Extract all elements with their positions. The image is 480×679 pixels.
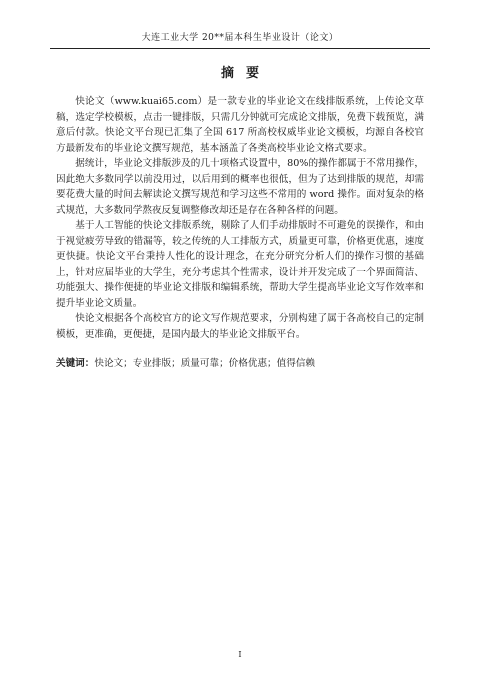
abstract-paragraph-3: 基于人工智能的快论文排版系统，剔除了人们手动排版时不可避免的误操作，和由于视觉疲劳导致的错漏等，较之传统的人工排版方式，质量更可靠，价格更优惠，速度更快捷。快论文平台秉持人性化的设计理念，在充分研究分析人们的操作习惯的基础上，针对应届毕业的大学生，充分考虑其个性需求，设计并开发完成了一个界面简洁、功能强大、操作便捷的毕业论文排版和编辑系统，帮助大学生提高毕业论文写作效率和提升毕业论文质量。: [56, 220, 424, 309]
abstract-paragraph-2: 据统计，毕业论文排版涉及的几十项格式设置中，80%的操作都属于不常用操作，因此绝大多数同学以前没用过，以后用到的概率也很低，但为了达到排版的规范，却需要花费大量的时间去解读论文撰写规范和学习这些不常用的 word 操作。面对复杂的格式规范，大多数同学熬夜反复调整修改却还是存在各种各样的问题。: [56, 158, 424, 216]
abstract-title: 摘要: [220, 66, 271, 81]
keywords-label: 关键词：: [56, 358, 95, 369]
page-number: I: [238, 650, 242, 659]
keywords-line: [56, 356, 424, 372]
abstract-paragraph-1: 快论文（www.kuai65.com）是一款专业的毕业论文在线排版系统，上传论文草稿，选定学校模板，点击一键排版，只需几分钟就可完成论文排版，免费下载预览，满意后付款。快论文平台现已汇集了全国 617 所高校权威毕业论文模板，均源自各校官方最新发布的毕业论文撰写规范，基本涵盖了各类高校毕业论文格式要求。: [56, 96, 424, 154]
running-header: 大连工业大学 20**届本科生毕业设计（论文）: [141, 33, 339, 43]
abstract-paragraph-4: 快论文根据各个高校官方的论文写作规范要求，分别构建了属于各高校自己的定制模板，更准确，更便捷，是国内最大的毕业论文排版平台。: [56, 313, 424, 340]
header-rule: [50, 48, 430, 49]
keywords-value: 快论文；专业排版；质量可靠；价格优惠；值得信赖: [94, 358, 316, 369]
abstract-body: [56, 94, 424, 372]
